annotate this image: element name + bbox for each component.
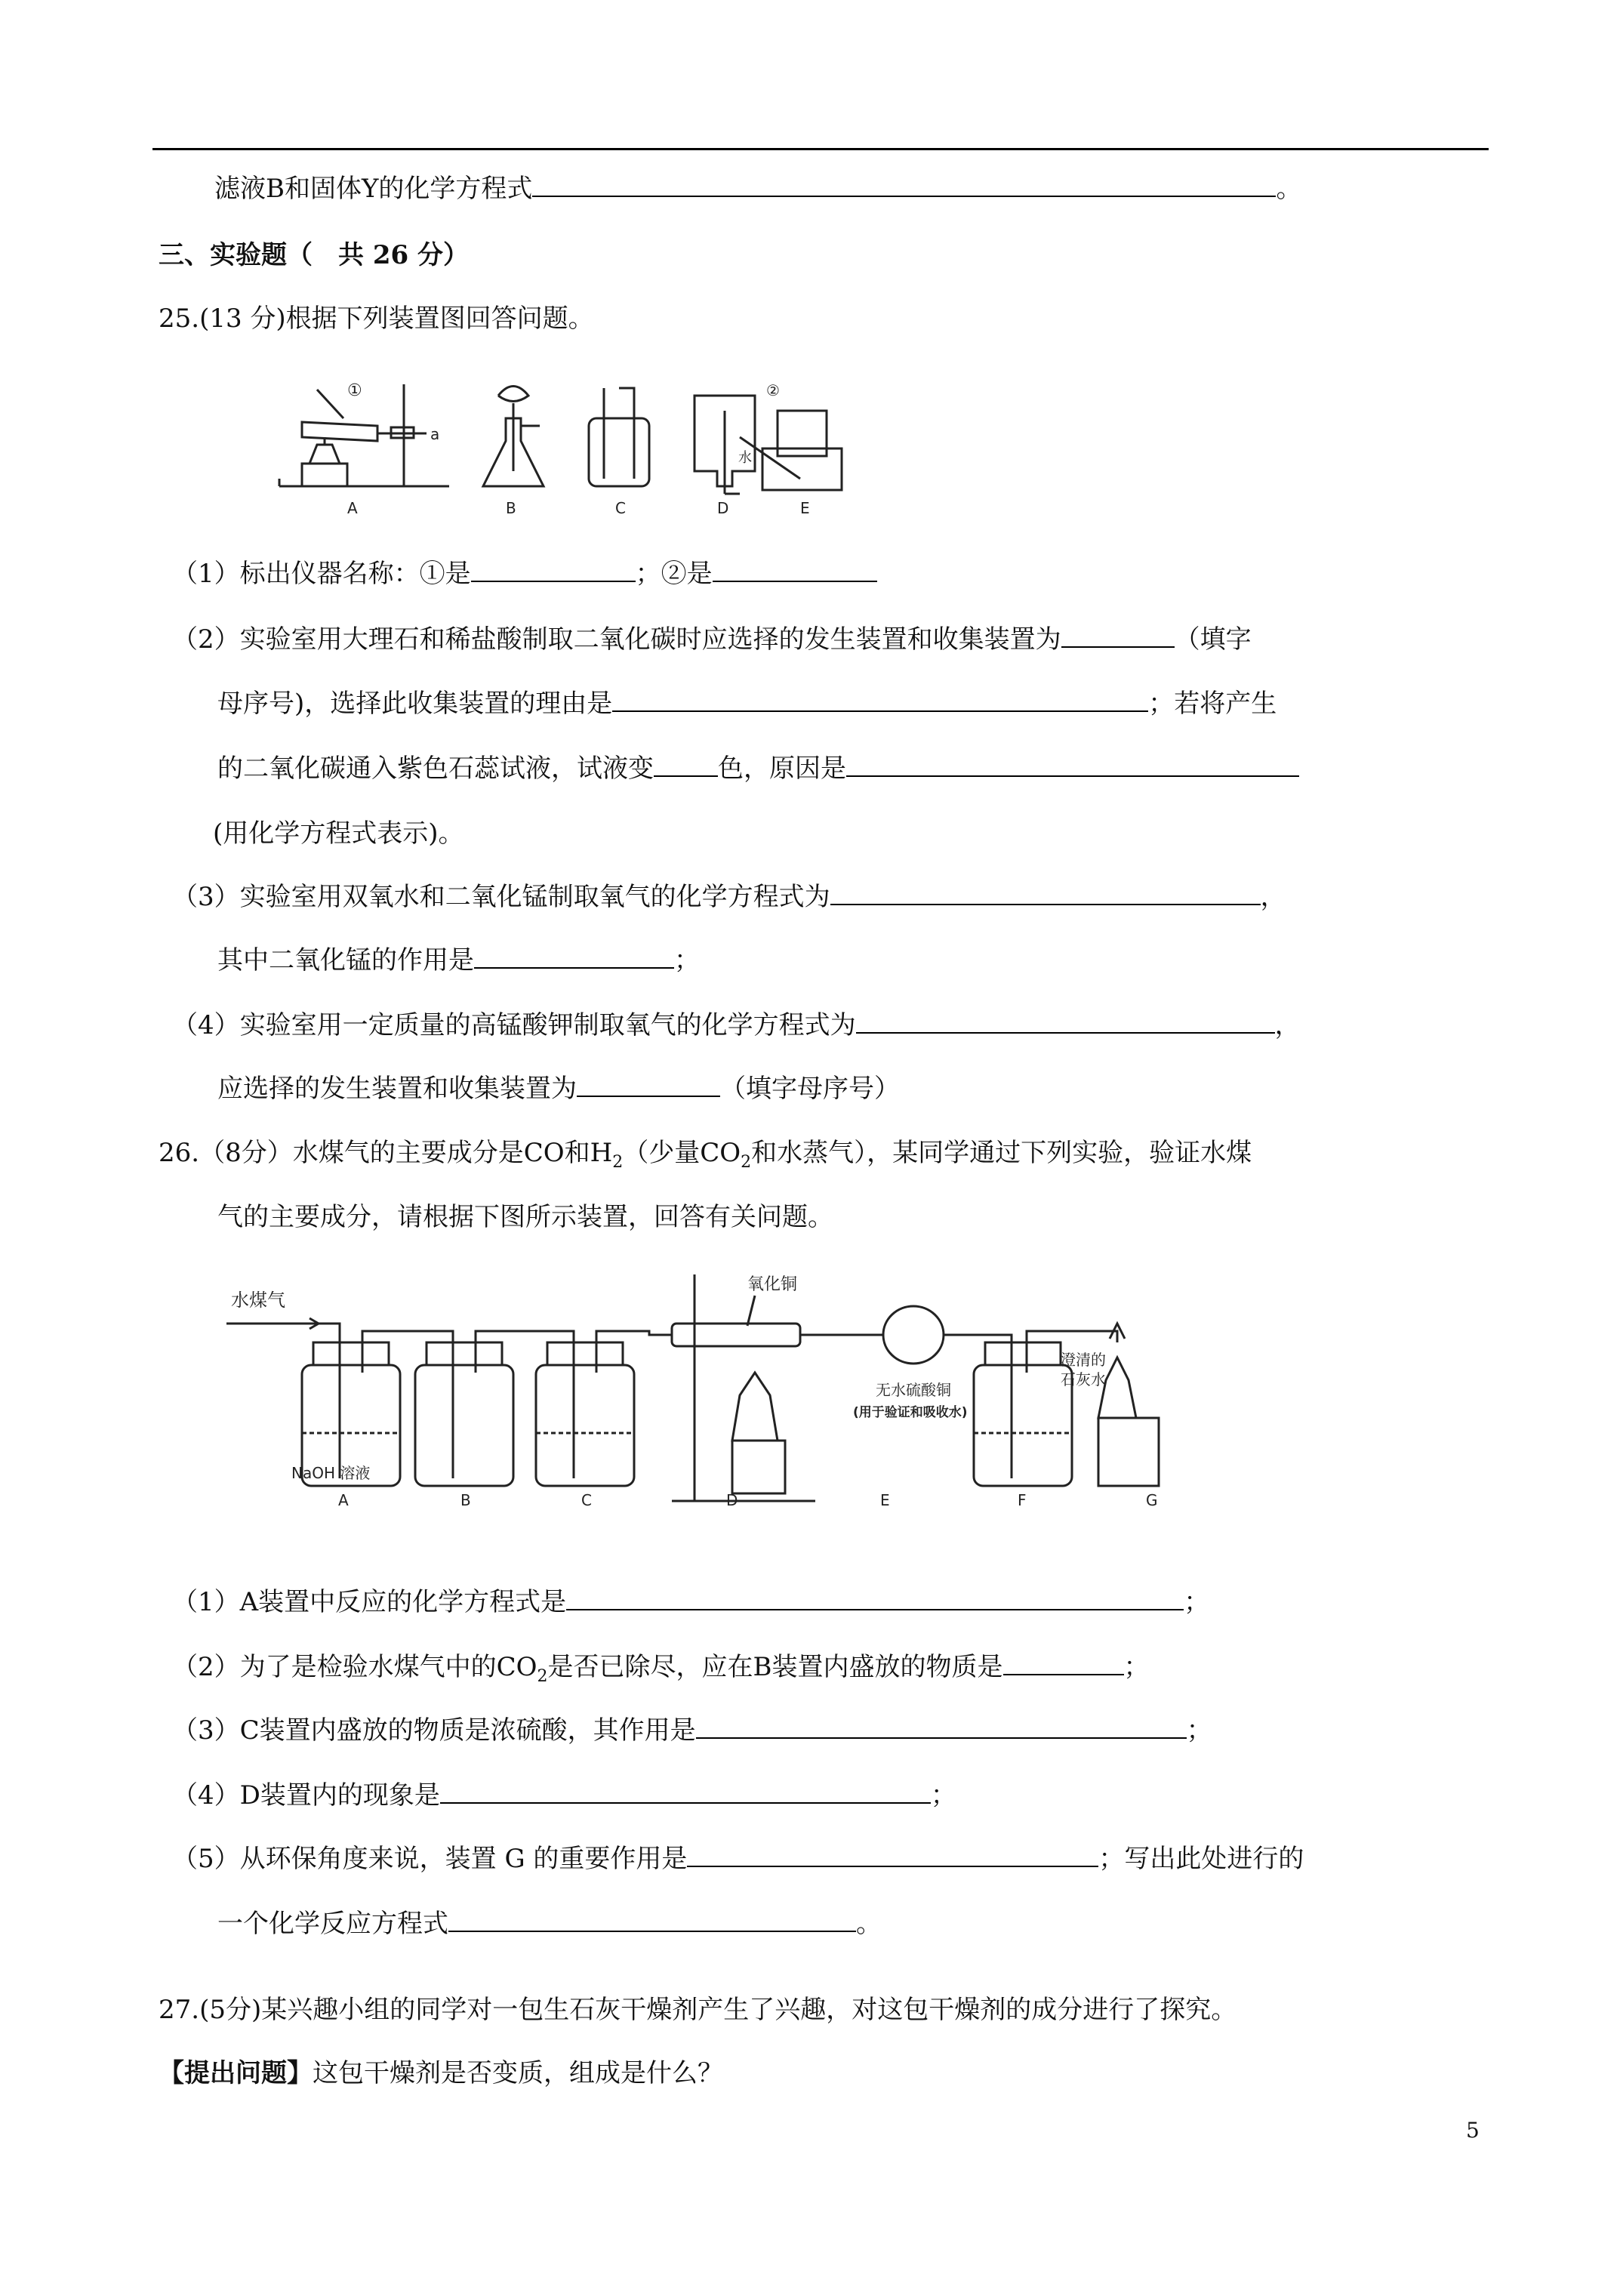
q25-part4-line1: （4）实验室用一定质量的高锰酸钾制取氧气的化学方程式为 ， xyxy=(172,1010,1301,1040)
label-F: F xyxy=(1018,1491,1027,1509)
label-cuo: 氧化铜 xyxy=(747,1275,798,1294)
answer-blank[interactable] xyxy=(713,558,877,582)
q26-part4: （4）D装置内的现象是 ； xyxy=(172,1780,956,1811)
q26-part5-line2: 一个化学反应方程式 。 xyxy=(217,1909,882,1939)
answer-blank[interactable] xyxy=(654,753,718,777)
q27-ask: 【提出问题】这包干燥剂是否变质，组成是什么？ xyxy=(159,2058,723,2088)
label-B: B xyxy=(506,499,516,516)
q24-tail-line: 滤液B和固体Y的化学方程式 。 xyxy=(214,174,1302,204)
label-C: C xyxy=(581,1491,592,1509)
page-number: 5 xyxy=(1466,2118,1480,2143)
label-limewater-1: 澄清的 xyxy=(1061,1351,1106,1369)
q26-part3: （3）C装置内盛放的物质是浓硫酸，其作用是 ； xyxy=(172,1715,1212,1746)
q26-part1: （1）A装置中反应的化学方程式是 ； xyxy=(172,1587,1210,1617)
q26-stem-line1: 26.（8分）水煤气的主要成分是CO和$H_2$（少量$CO_2$和水蒸气），某同学通过下列实验，验证水煤 xyxy=(159,1138,1252,1172)
label-C: C xyxy=(615,499,626,516)
answer-blank[interactable] xyxy=(696,1715,1187,1739)
q25-part2-line2: 母序号)，选择此收集装置的理由是 ；若将产生 xyxy=(217,689,1277,719)
label-B: B xyxy=(460,1491,471,1509)
answer-blank[interactable] xyxy=(474,945,674,969)
label-A: A xyxy=(338,1491,349,1509)
answer-blank[interactable] xyxy=(856,1009,1275,1034)
q25-part2-line4: (用化学方程式表示)。 xyxy=(213,818,464,849)
answer-blank[interactable] xyxy=(846,753,1299,777)
q26-part2: （2）为了是检验水煤气中的$CO_2$是否已除尽，应在B装置内盛放的物质是 ； xyxy=(172,1652,1150,1686)
label-A: A xyxy=(347,499,358,516)
answer-blank[interactable] xyxy=(1061,624,1175,648)
header-rule xyxy=(152,148,1489,150)
q25-part2-line1: （2）实验室用大理石和稀盐酸制取二氧化碳时应选择的发生装置和收集装置为 （填字 xyxy=(172,624,1252,655)
label-1: ① xyxy=(347,381,362,400)
q26-stem-line2: 气的主要成分，请根据下图所示装置，回答有关问题。 xyxy=(217,1202,833,1232)
label-D: D xyxy=(726,1491,738,1509)
q25-apparatus-figure xyxy=(272,365,845,516)
label-G: G xyxy=(1146,1491,1158,1509)
label-water: 水 xyxy=(738,450,752,466)
answer-blank[interactable] xyxy=(577,1073,720,1097)
section-title: 三、实验题（ 共 26 分） xyxy=(159,240,469,270)
q25-part3-line2: 其中二氧化锰的作用是 ； xyxy=(217,945,700,975)
label-cuso4: 无水硫酸铜 xyxy=(876,1381,951,1399)
q26-apparatus-figure xyxy=(226,1259,1238,1516)
q25-part1: （1）标出仪器名称：①是 ；②是 xyxy=(172,557,877,590)
answer-blank[interactable] xyxy=(612,688,1148,712)
q26-part5-line1: （5）从环保角度来说，装置 G 的重要作用是 ；写出此处进行的 xyxy=(172,1844,1304,1874)
q25-part2-line3: 的二氧化碳通入紫色石蕊试液，试液变 色，原因是 xyxy=(217,752,1299,785)
label-limewater-2: 石灰水 xyxy=(1061,1370,1106,1388)
answer-blank[interactable] xyxy=(830,881,1261,905)
q25-part4-line2: 应选择的发生装置和收集装置为 （填字母序号） xyxy=(217,1074,900,1104)
label-a: a xyxy=(430,425,440,443)
answer-blank[interactable] xyxy=(448,1908,856,1932)
label-water-gas: 水煤气 xyxy=(231,1290,285,1311)
label-naoh: NaOH 溶液 xyxy=(291,1464,371,1482)
label-cuso4-note: (用于验证和吸收水) xyxy=(853,1405,968,1420)
label-2: ② xyxy=(766,381,780,399)
answer-blank[interactable] xyxy=(687,1843,1098,1867)
label-E: E xyxy=(800,499,810,516)
q25-stem: 25.(13 分)根据下列装置图回答问题。 xyxy=(159,304,594,334)
answer-blank[interactable] xyxy=(440,1780,931,1804)
answer-blank[interactable] xyxy=(566,1586,1184,1610)
answer-blank[interactable] xyxy=(471,558,636,582)
answer-blank[interactable] xyxy=(532,173,1276,197)
label-E: E xyxy=(880,1491,890,1509)
q25-part3-line1: （3）实验室用双氧水和二氧化锰制取氧气的化学方程式为 ， xyxy=(172,882,1286,912)
answer-blank[interactable] xyxy=(1003,1651,1124,1675)
label-D: D xyxy=(717,499,729,516)
q27-stem: 27.(5分)某兴趣小组的同学对一包生石灰干燥剂产生了兴趣，对这包干燥剂的成分进行了探究。 xyxy=(159,1995,1237,2025)
